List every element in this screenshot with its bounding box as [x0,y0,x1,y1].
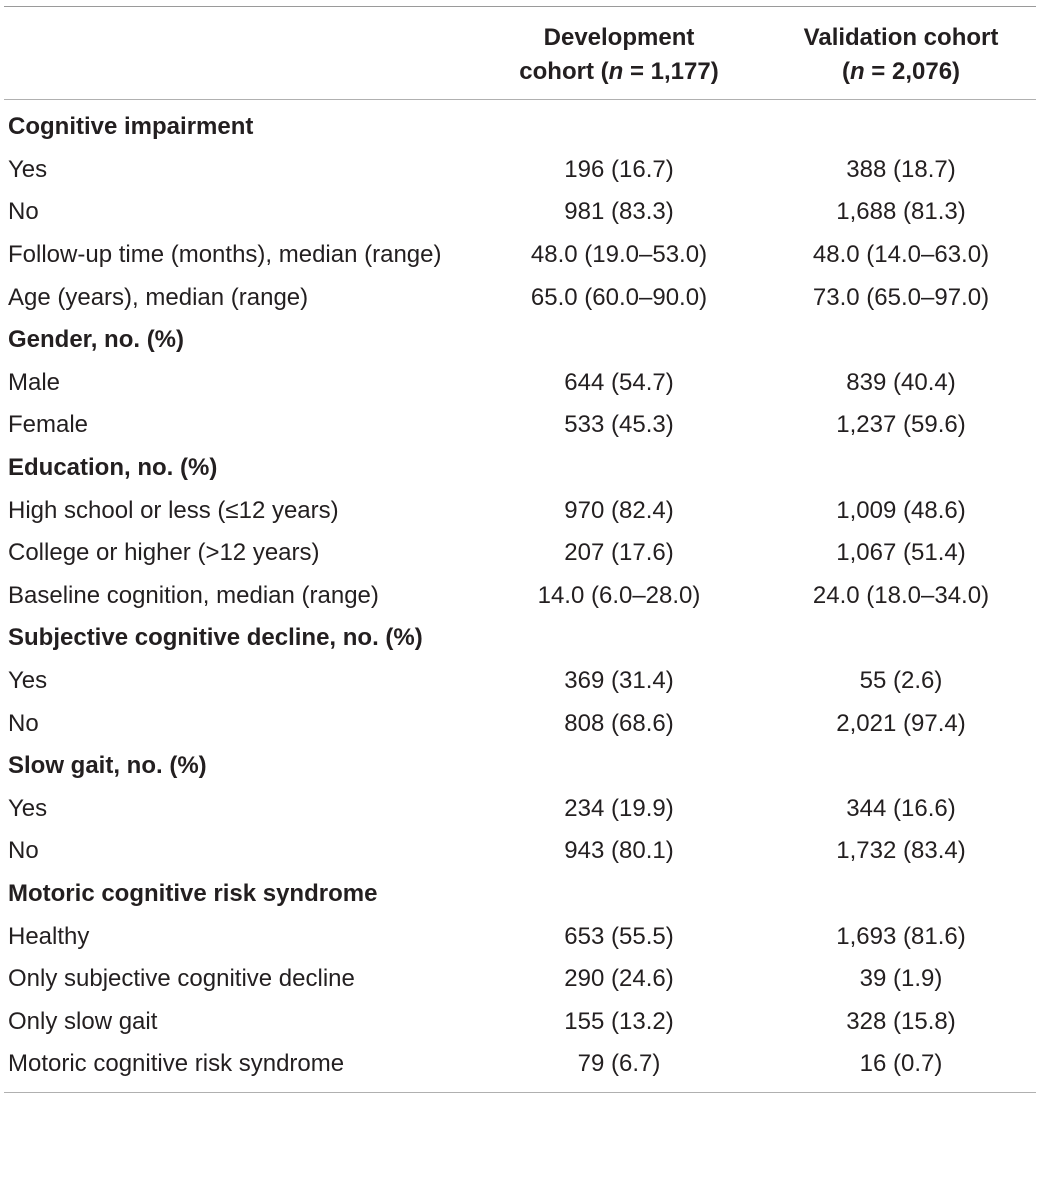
development-value: 79 (6.7) [577,1050,661,1078]
validation-value: 2,021 (97.4) [836,709,966,737]
validation-value [766,745,1036,788]
validation-value: 16 (0.7) [859,1050,943,1078]
header-validation-line2-pre: ( [841,58,850,85]
validation-value: 1,237 (59.6) [836,411,966,439]
development-value: 155 (13.2) [564,1007,674,1035]
table-row [2,958,1036,1001]
row-label: Yes [8,155,48,183]
validation-value: 1,067 (51.4) [836,539,966,567]
development-value [472,106,766,149]
section-header-row [2,447,1036,490]
row-label: Age (years), median (range) [8,283,309,311]
table-row [2,660,1036,703]
row-label: Only subjective cognitive decline [8,965,355,993]
table-row [2,276,1036,319]
row-label: Yes [8,794,48,822]
validation-value: 39 (1.9) [859,965,943,993]
validation-value [766,617,1036,660]
development-value: 644 (54.7) [564,368,674,396]
cohort-characteristics-table [2,0,1036,1093]
validation-value: 73.0 (65.0–97.0) [812,283,990,311]
validation-value: 1,009 (48.6) [836,496,966,524]
validation-value: 344 (16.6) [846,794,956,822]
validation-value [766,319,1036,362]
development-value: 207 (17.6) [564,539,674,567]
header-development-n: n [608,58,624,85]
development-value: 981 (83.3) [564,198,674,226]
section-header-row [2,873,1036,916]
table-row [2,915,1036,958]
development-value [472,319,766,362]
table-row [2,149,1036,192]
header-development-line2-pre: cohort ( [519,58,609,85]
development-value: 234 (19.9) [564,794,674,822]
row-label: Male [8,368,61,396]
validation-value [766,106,1036,149]
validation-value: 48.0 (14.0–63.0) [812,241,990,269]
header-development-line1: Development [543,24,695,51]
header-development-line2-post: = 1,177) [623,58,719,85]
validation-value [766,447,1036,490]
row-label: No [8,837,39,865]
row-label: Yes [8,667,48,695]
table-header [2,7,1036,99]
row-label: Education, no. (%) [8,454,218,482]
development-value [472,447,766,490]
row-label: No [8,198,39,226]
row-label: High school or less (≤12 years) [8,496,339,524]
table-row [2,234,1036,277]
header-rule [4,99,1036,100]
development-value: 65.0 (60.0–90.0) [530,283,708,311]
validation-value: 388 (18.7) [846,155,956,183]
table-bottom-rule [4,1092,1036,1093]
development-value: 196 (16.7) [564,155,674,183]
validation-value: 1,693 (81.6) [836,922,966,950]
table-body [2,106,1036,1086]
development-value: 48.0 (19.0–53.0) [530,241,708,269]
table-row [2,788,1036,831]
development-value [472,873,766,916]
row-label: Cognitive impairment [8,113,254,141]
section-header-row [2,745,1036,788]
row-label: Slow gait, no. (%) [8,752,207,780]
table-row [2,362,1036,405]
row-label: Motoric cognitive risk syndrome [8,1050,345,1078]
development-value [472,617,766,660]
row-label: Subjective cognitive decline, no. (%) [8,624,423,652]
development-value: 653 (55.5) [564,922,674,950]
section-header-row [2,106,1036,149]
validation-value: 839 (40.4) [846,368,956,396]
development-value: 970 (82.4) [564,496,674,524]
row-label: No [8,709,39,737]
header-validation-line2-post: = 2,076) [864,58,961,85]
row-label: College or higher (>12 years) [8,539,320,567]
row-label: Motoric cognitive risk syndrome [8,879,378,907]
table-row [2,575,1036,618]
validation-value: 1,688 (81.3) [836,198,966,226]
table-rows [2,106,1036,1086]
header-validation-cohort [766,7,1036,99]
section-header-row [2,319,1036,362]
validation-value: 328 (15.8) [846,1007,956,1035]
table [2,7,1036,99]
row-label: Only slow gait [8,1007,158,1035]
development-value: 14.0 (6.0–28.0) [537,581,701,609]
table-row [2,404,1036,447]
development-value: 533 (45.3) [564,411,674,439]
header-validation-line1: Validation cohort [803,24,999,51]
table-row [2,489,1036,532]
development-value: 369 (31.4) [564,667,674,695]
row-label: Gender, no. (%) [8,326,185,354]
row-label: Healthy [8,922,90,950]
section-header-row [2,617,1036,660]
header-validation-n: n [849,58,865,85]
validation-value: 24.0 (18.0–34.0) [812,581,990,609]
header-row [2,7,1036,99]
development-value: 808 (68.6) [564,709,674,737]
validation-value: 1,732 (83.4) [836,837,966,865]
table-row [2,702,1036,745]
development-value: 290 (24.6) [564,965,674,993]
development-value [472,745,766,788]
row-label: Follow-up time (months), median (range) [8,241,442,269]
row-label: Female [8,411,89,439]
row-label: Baseline cognition, median (range) [8,581,379,609]
header-development-cohort [472,7,766,99]
validation-value: 55 (2.6) [859,667,943,695]
header-variable [2,7,472,99]
validation-value [766,873,1036,916]
table-row [2,1043,1036,1086]
table-row [2,1000,1036,1043]
table-row [2,830,1036,873]
table-row [2,191,1036,234]
development-value: 943 (80.1) [564,837,674,865]
table-row [2,532,1036,575]
